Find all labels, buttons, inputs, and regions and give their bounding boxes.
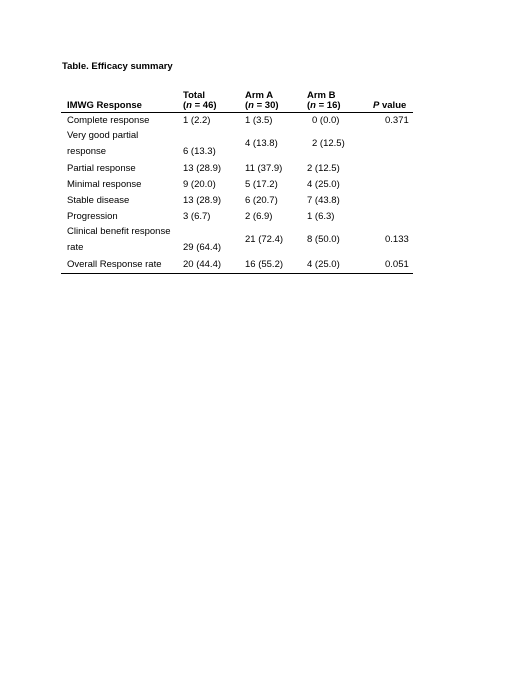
- table-row: Stable disease 13 (28.9) 6 (20.7) 7 (43.8): [67, 195, 340, 206]
- table-row: Progression 3 (6.7) 2 (6.9) 1 (6.3): [67, 211, 335, 222]
- table-row: Complete response 1 (2.2) 1 (3.5) 0 (0.0) 0.371: [67, 115, 409, 126]
- efficacy-table: [61, 90, 413, 273]
- header-imwg-response: IMWG Response: [67, 100, 142, 111]
- table-title: Table. Efficacy summary: [62, 61, 173, 72]
- header-arm-a-n: (n = 30): [245, 100, 279, 111]
- header-arm-b-n: (n = 16): [307, 100, 341, 111]
- table-bottom-rule: [61, 273, 413, 274]
- header-total-n: (n = 46): [183, 100, 217, 111]
- table-row: Overall Response rate 20 (44.4) 16 (55.2) 4 (25.0) 0.051: [67, 259, 409, 270]
- table-row: Very good partial response 6 (13.3) 4 (13.8) 2 (12.5): [67, 130, 345, 157]
- header-total: Total: [183, 90, 205, 101]
- header-arm-a: Arm A: [245, 90, 274, 101]
- header-p-value: P value: [373, 100, 407, 111]
- table-row: Partial response 13 (28.9) 11 (37.9) 2 (12.5): [67, 163, 340, 174]
- table-row: Clinical benefit response rate 29 (64.4) 21 (72.4) 8 (50.0) 0.133: [67, 226, 409, 253]
- table-row: Minimal response 9 (20.0) 5 (17.2) 4 (25.0): [67, 179, 340, 190]
- table-header: [61, 90, 413, 113]
- header-arm-b: Arm B: [307, 90, 336, 101]
